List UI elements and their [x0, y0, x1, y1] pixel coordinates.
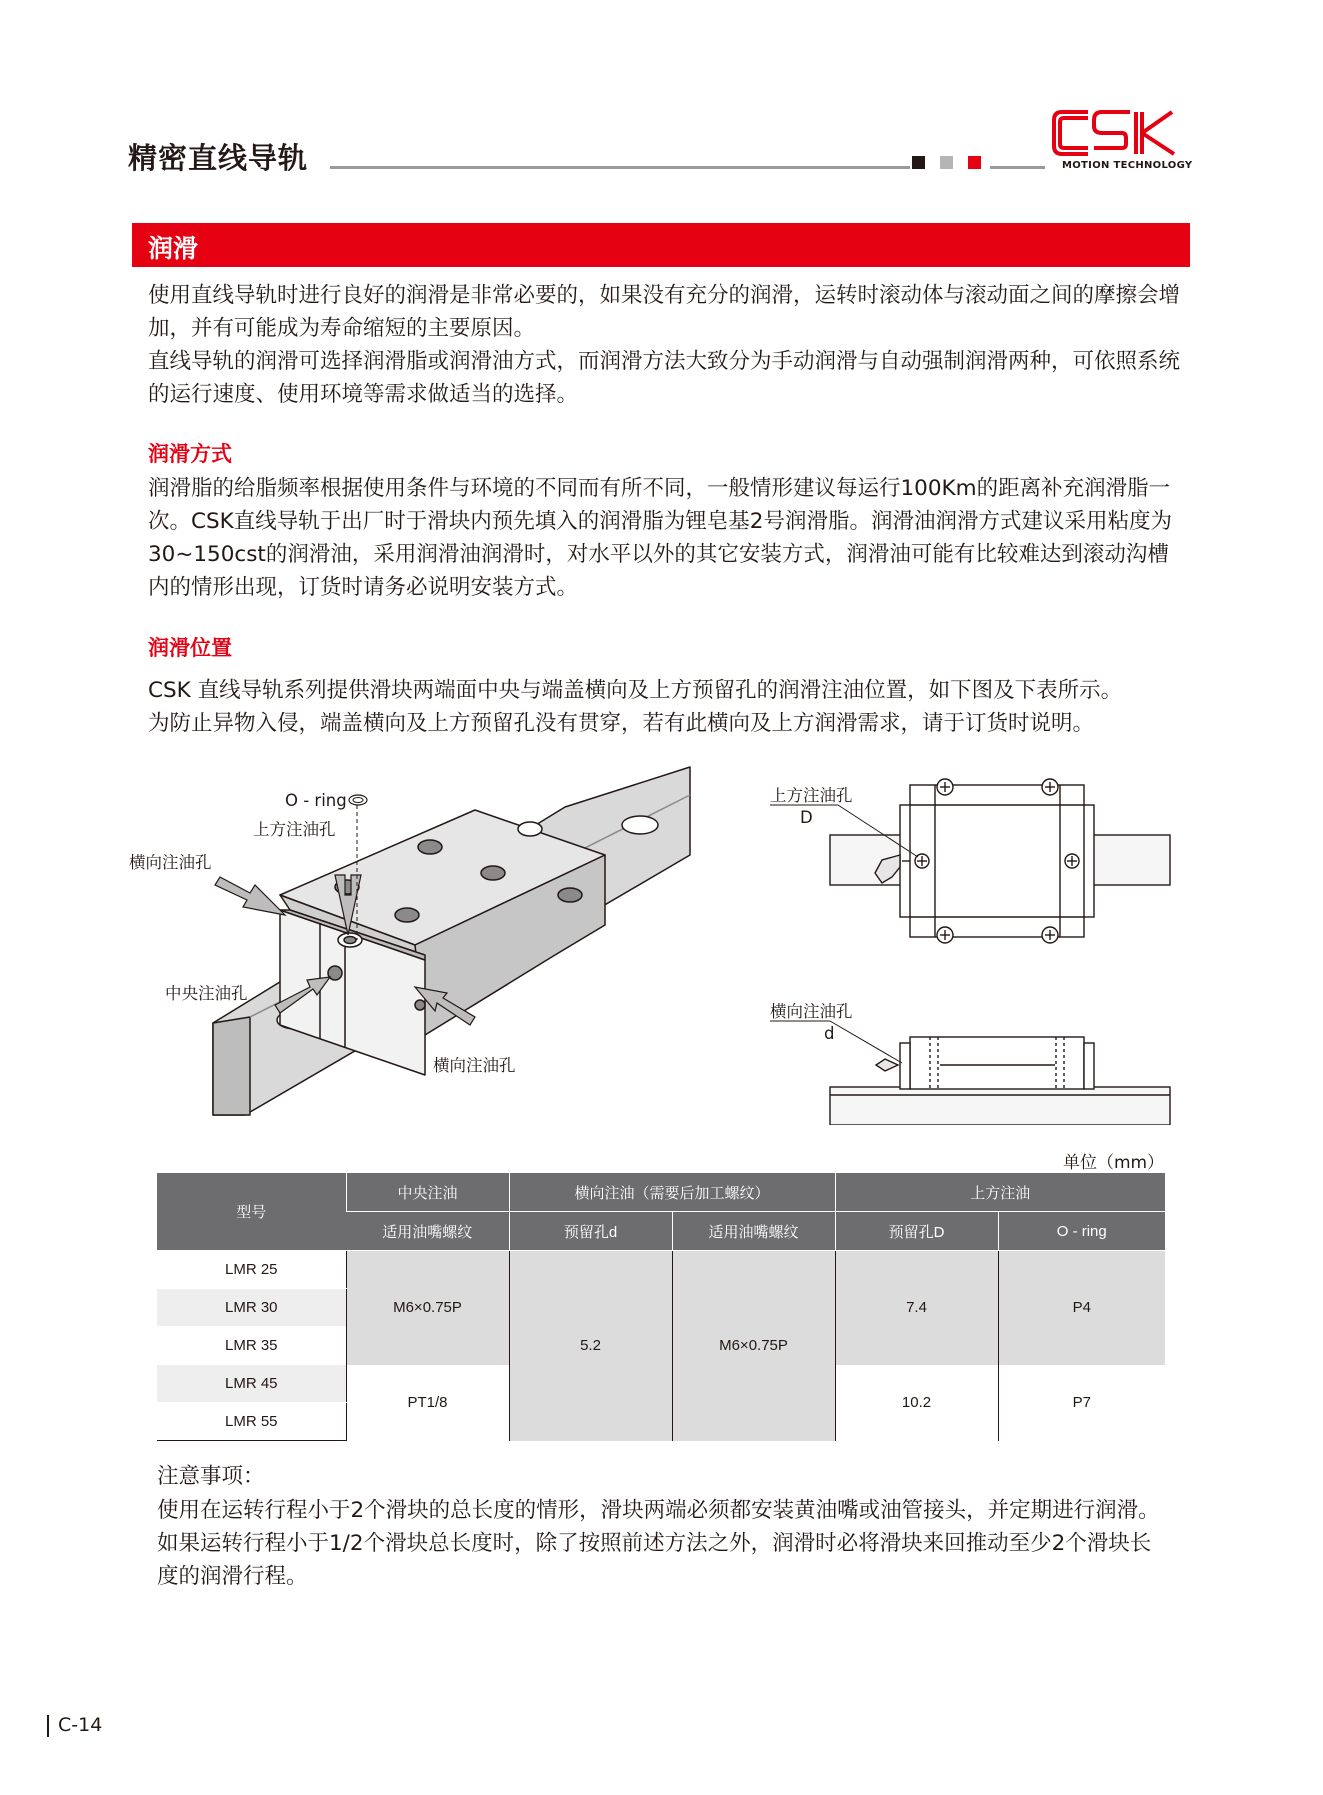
table-row-model: LMR 25 [157, 1251, 346, 1289]
page-number: C-14 [58, 1714, 103, 1736]
table-row-model: LMR 35 [157, 1327, 346, 1365]
intro-paragraph-2: 直线导轨的润滑可选择润滑脂或润滑油方式，而润滑方法大致分为手动润滑与自动强制润滑两种，可依照系统的运行速度、使用环境等需求做适当的选择。 [148, 349, 1181, 407]
cell-top-hole-small: 7.4 [835, 1251, 998, 1365]
table-row-model: LMR 45 [157, 1365, 346, 1403]
th-oring: O - ring [998, 1212, 1165, 1251]
header-square-red [968, 156, 981, 169]
header-square-black [912, 156, 925, 169]
logo-subtitle: MOTION TECHNOLOGY [1062, 160, 1193, 171]
lubrication-spec-table [157, 1173, 1165, 1441]
footer-bar [47, 1715, 49, 1737]
header-square-gray [940, 156, 953, 169]
right-top-hole-label: 上方注油孔 [770, 786, 853, 805]
right-top-hole-symbol: D [800, 808, 813, 827]
th-center: 中央注油 [346, 1173, 509, 1212]
cell-center-small: M6×0.75P [346, 1251, 509, 1365]
method-paragraph: 润滑脂的给脂频率根据使用条件与环境的不同而有所不同，一般情形建议每运行100Km的距离补充润滑脂一次。CSK直线导轨于出厂时于滑块内预先填入的润滑脂为锂皂基2号润滑脂。润滑油润滑方式建议采用粘度为30~150cst的润滑油，采用润滑油润滑时，对水平以外的其它安装方式，润滑油可能有比较难达到滚动沟槽内的情形出现，订货时请务必说明安装方式。 [148, 476, 1172, 600]
lubrication-position-views [760, 765, 1180, 1125]
side-hole-label-2: 横向注油孔 [433, 1056, 516, 1075]
right-side-hole-label: 横向注油孔 [770, 1002, 853, 1021]
page-title: 精密直线导轨 [128, 141, 309, 175]
linear-guide-3d-figure [125, 755, 705, 1135]
position-paragraph-1: CSK 直线导轨系列提供滑块两端面中央与端盖横向及上方预留孔的润滑注油位置，如下图及下表所示。 [148, 678, 1123, 703]
th-side: 横向注油（需要后加工螺纹） [509, 1173, 835, 1212]
unit-label: 单位（mm） [1063, 1153, 1165, 1173]
cell-center-large: PT1/8 [346, 1365, 509, 1441]
th-center-thread: 适用油嘴螺纹 [346, 1212, 509, 1251]
right-side-hole-symbol: d [824, 1024, 835, 1043]
top-hole-label: 上方注油孔 [253, 820, 336, 839]
header-divider-right [990, 166, 1045, 169]
intro-paragraph-1: 使用直线导轨时进行良好的润滑是非常必要的，如果没有充分的润滑，运转时滚动体与滚动面之间的摩擦会增加，并有可能成为寿命缩短的主要原因。 [148, 283, 1181, 341]
position-heading: 润滑位置 [148, 636, 232, 660]
position-paragraph-2: 为防止异物入侵，端盖横向及上方预留孔没有贯穿，若有此横向及上方润滑需求，请于订货时说明。 [148, 711, 1095, 736]
cell-side-thread: M6×0.75P [672, 1251, 835, 1441]
notes-heading: 注意事项： [157, 1464, 265, 1489]
table-row-model: LMR 55 [157, 1403, 346, 1441]
th-side-hole: 预留孔d [509, 1212, 672, 1251]
cell-top-hole-large: 10.2 [835, 1365, 998, 1441]
th-top-hole: 预留孔D [835, 1212, 998, 1251]
th-side-thread: 适用油嘴螺纹 [672, 1212, 835, 1251]
header-divider [330, 166, 910, 169]
center-hole-label: 中央注油孔 [165, 984, 248, 1003]
th-model: 型号 [157, 1173, 346, 1251]
table-row-model: LMR 30 [157, 1289, 346, 1327]
section-title: 润滑 [148, 234, 199, 263]
side-hole-label-1: 横向注油孔 [129, 853, 212, 872]
o-ring-label: O - ring [285, 791, 347, 810]
notes-text: 使用在运转行程小于2个滑块的总长度的情形，滑块两端必须都安装黄油嘴或油管接头，并定期进行润滑。如果运转行程小于1/2个滑块总长度时，除了按照前述方法之外，润滑时必将滑块来回推动至少2个滑块长度的润滑行程。 [157, 1498, 1160, 1589]
cell-oring-small: P4 [998, 1251, 1165, 1365]
th-top: 上方注油 [835, 1173, 1165, 1212]
cell-oring-large: P7 [998, 1365, 1165, 1441]
cell-side-hole: 5.2 [509, 1251, 672, 1441]
section-bar [132, 223, 1190, 267]
method-heading: 润滑方式 [148, 442, 232, 466]
